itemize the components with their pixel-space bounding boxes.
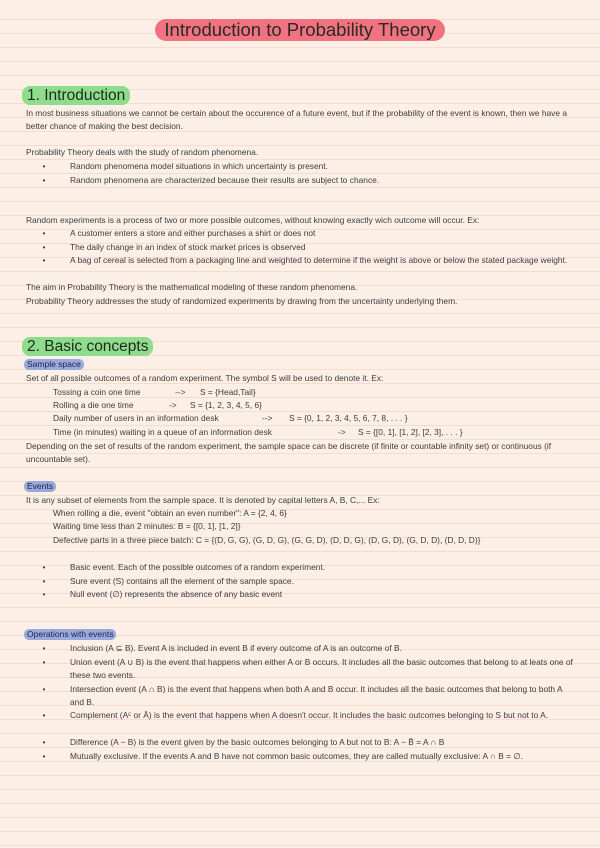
- intro-paragraph-5: Probability Theory addresses the study of randomized experiments by drawing from the uncertainty underlying them.: [26, 296, 458, 306]
- list-item: • A bag of cereal is selected from a packaging line and weighted to determine if the weight is above or below the stated package weight.: [41, 254, 576, 267]
- bullet-icon: •: [42, 562, 46, 572]
- page-title: Introduction to Probability Theory: [155, 19, 444, 41]
- notes-page: Introduction to Probability Theory 1. Introduction In most business situations we cannot be certain about the occurence of a future event, but if the probability of the event is known, then we have a better chance of making the best decision. Probability Theory deals with the study of random phenomena. • Random phenomena model situations in which uncertainty is present. • Random phenomena are characterized because their results are subject to chance. Random experiments is a process of two or more possible outcomes, without knowing exactly wich outcome will occur. Ex: • A customer enters a store and either purchases a shirt or does not • The daily change in an index of stock market prices is observed • A bag of cereal is selected from a packaging line and weighted to determine if the weight is above or below the stated package weight. The aim in Probability Theory is the mathematical modeling of these random phenomena. Probability Theory addresses the study of randomized experiments by drawing from the uncertainty underlying them. 2. Basic concepts Sample space Set of all possible outcomes of a random experiment. The symbol S will be used to denote it. Ex: Tossing a coin one time --> S = {Head,Tail} Rolling a die one time -> S = {1, 2, 3, 4, 5, 6} Daily number of users in an information desk --> S = {0, 1, 2, 3, 4, 5, 6, 7, 8, . . . } Time (in minutes) waiting in a queue of an information desk -> S = {[0, 1], [1, 2], [2, 3], . . . } Depending on the set of results of the random experiment, the sample space can be discrete (if finite or countable infinity set) or continuous (if uncountable set). Events It is any subset of elements from the sample space. It is denoted by capital letters A, B, C,... Ex: When rolling a die, event "obtain an even number": A = {2, 4, 6} Waiting time less than 2 minutes: B = {[0, 1], [1, 2]} Defective parts in a three piece batch: C = {(D, G, G), (G, D, G), (G, G, D), (D, D, G), (D, G, D), (G, D, D), (D, D, D)} • Basic event. Each of the possible outcomes of a random experiment. • Sure event (S) contains all the element of the sample space. • Null event (∅) represents the absence of any basic event Operations with events • Inclusion (A ⊆ B). Event A is included in event B if every outcome of A is an outcome of B. • Union event (A ∪ B) is the event that happens when either A or B occurs. It includes all the basic outcomes that belong to at leats one of these two events. • Intersection event (A ∩ B) is the event that happens when both A and B occur. It includes all the basic outcomes that belong to both A and B. • Complement (Aᶜ or Ā) is the event that happens when A doesn't occur. It includes the basic outcomes belonging to S but not to A. • Difference (A − B) is the event given by the basic outcomes belonging to A but not to B: A − B̄ = A ∩ B • Mutually exclusive. If the events A and B have not common basic outcomes, they are called mutually exclusive: A ∩ B = ∅.: [0, 0, 600, 848]
- bullet-icon: •: [42, 175, 46, 185]
- list-item: • Mutually exclusive. If the events A and B have not common basic outcomes, they are called mutually exclusive: A ∩ B = ∅.: [41, 750, 576, 763]
- events-example-1: When rolling a die, event "obtain an even number": A = {2, 4, 6}: [53, 508, 287, 518]
- intro-paragraph-2: Probability Theory deals with the study of random phenomena.: [26, 147, 259, 157]
- sample-space-definition: Set of all possible outcomes of a random experiment. The symbol S will be used to denote it. Ex:: [26, 373, 384, 383]
- section-heading-basic-concepts: 2. Basic concepts: [22, 337, 153, 356]
- bullet-icon: •: [42, 242, 46, 252]
- list-item: • Basic event. Each of the possible outcomes of a random experiment.: [41, 561, 576, 574]
- subheading-sample-space: Sample space: [24, 359, 84, 370]
- events-example-3: Defective parts in a three piece batch: C = {(D, G, G), (G, D, G), (G, G, D), (D, D, G), (D, G, D), (G, D, D), (D, D, D)}: [53, 535, 481, 545]
- bullet-icon: •: [42, 710, 46, 720]
- events-example-2: Waiting time less than 2 minutes: B = {[0, 1], [1, 2]}: [53, 521, 241, 531]
- list-item: • Complement (Aᶜ or Ā) is the event that happens when A doesn't occur. It includes the basic outcomes belonging to S but not to A.: [41, 709, 576, 722]
- list-item: • Null event (∅) represents the absence of any basic event: [41, 588, 576, 601]
- bullet-icon: •: [42, 684, 46, 694]
- bullet-icon: •: [42, 589, 46, 599]
- list-item: • Sure event (S) contains all the element of the sample space.: [41, 575, 576, 588]
- bullet-icon: •: [42, 751, 46, 761]
- subheading-events: Events: [24, 481, 56, 492]
- bullet-icon: •: [42, 576, 46, 586]
- list-item: • The daily change in an index of stock market prices is observed: [41, 241, 576, 254]
- list-item: • Random phenomena are characterized because their results are subject to chance.: [41, 174, 576, 187]
- bullet-icon: •: [42, 255, 46, 265]
- bullet-icon: •: [42, 643, 46, 653]
- intro-paragraph-3: Random experiments is a process of two or more possible outcomes, without knowing exactly wich outcome will occur. Ex:: [26, 215, 480, 225]
- list-item: • Intersection event (A ∩ B) is the event that happens when both A and B occur. It includes all the basic outcomes that belong to both A and B.: [42, 684, 563, 708]
- bullet-icon: •: [42, 228, 46, 238]
- list-item: • Inclusion (A ⊆ B). Event A is included in event B if every outcome of A is an outcome of B.: [41, 642, 576, 655]
- intro-paragraph-4: The aim in Probability Theory is the mathematical modeling of these random phenomena.: [26, 282, 358, 292]
- title-row: [0, 19, 600, 41]
- list-item: • Random phenomena model situations in which uncertainty is present.: [41, 160, 576, 173]
- bullet-icon: •: [42, 657, 46, 667]
- bullet-icon: •: [42, 161, 46, 171]
- sample-space-note: Depending on the set of results of the random experiment, the sample space can be discrete (if finite or countable infinity set) or continuous (if uncountable set).: [26, 441, 552, 465]
- list-item: • Union event (A ∪ B) is the event that happens when either A or B occurs. It includes all the basic outcomes that belong to at leats one of these two events.: [42, 657, 573, 681]
- list-item: • A customer enters a store and either purchases a shirt or does not: [41, 227, 576, 240]
- subheading-operations: Operations with events: [24, 629, 116, 640]
- intro-paragraph-1: In most business situations we cannot be certain about the occurence of a future event, but if the probability of the event is known, then we have a better chance of making the best decision.: [26, 108, 567, 132]
- bullet-icon: •: [42, 737, 46, 747]
- list-item: • Difference (A − B) is the event given by the basic outcomes belonging to A but not to B: A − B̄ = A ∩ B: [41, 736, 576, 749]
- events-definition: It is any subset of elements from the sample space. It is denoted by capital letters A, B, C,... Ex:: [26, 495, 380, 505]
- section-heading-introduction: 1. Introduction: [22, 86, 130, 105]
